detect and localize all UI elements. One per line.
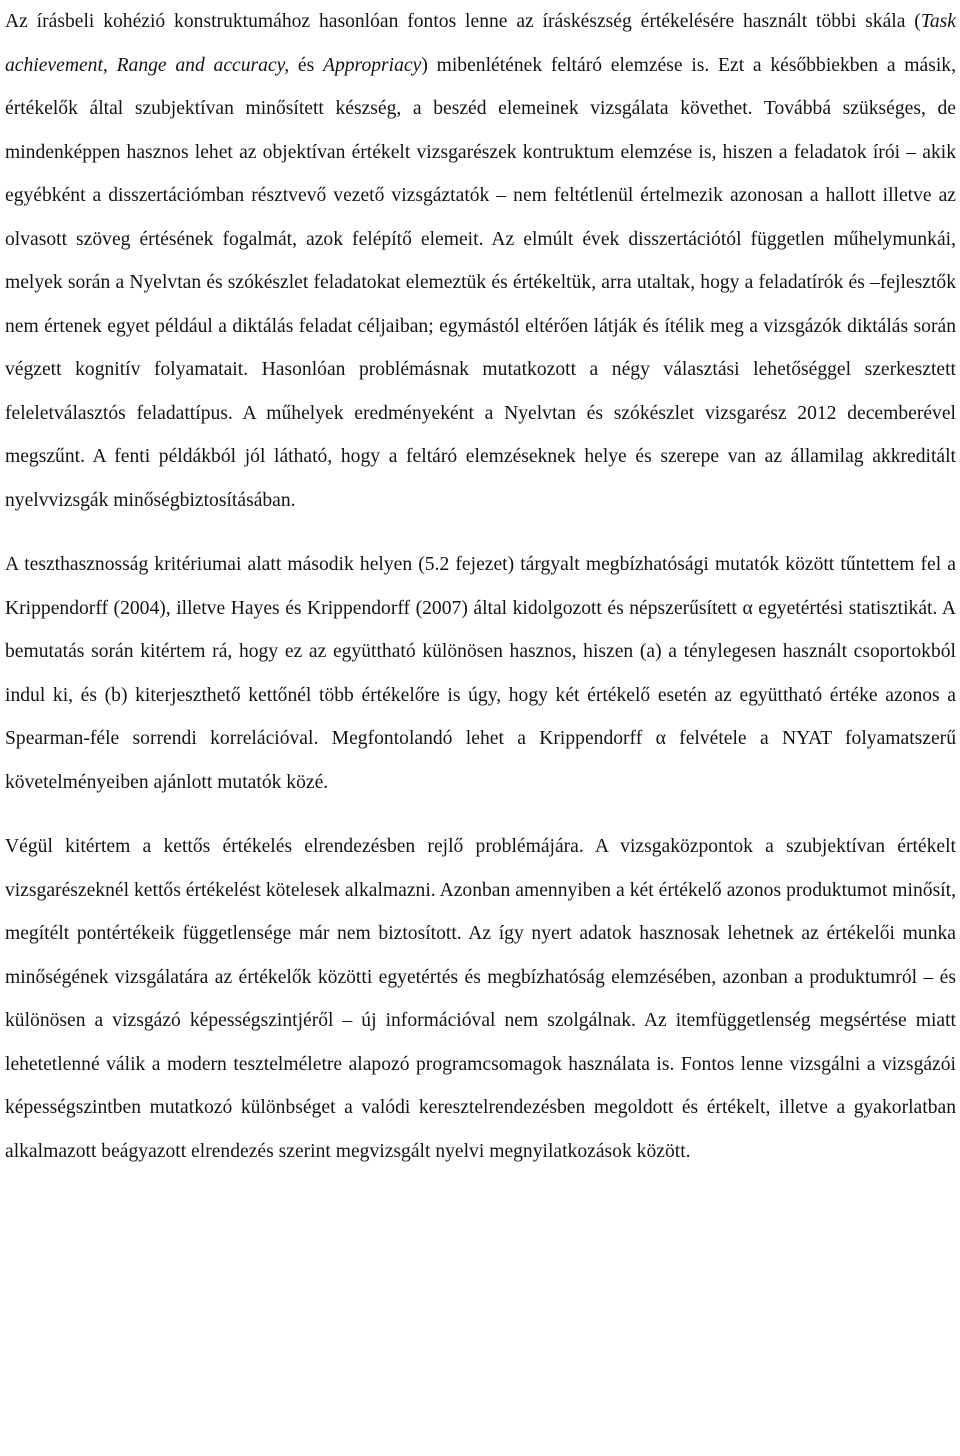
paragraph-1-italic-appropriacy: Appropriacy: [322, 54, 422, 76]
paragraph-1: [5, 0, 956, 522]
document-page: [5, 0, 956, 1173]
paragraph-1-text-continued: ) mibenlétének feltáró elemzése is. Ezt a későbbiekben a másik, értékelők által szubjektívan minősített készség, a beszéd elemeinek vizsgálata követhet. Továbbá szükséges, de mindenképpen hasznos lehet az objektívan értékelt vizsgarészek kontruktum elemzése is, hiszen a feladatok írói – akik egyébként a disszertációmban résztvevő vezető vizsgáztatók – nem feltétlenül értelmezik azonosan a hallott illetve az olvasott szöveg értésének fogalmát, azok felépítő elemeit. Az elmúlt évek disszertációtól független műhelymunkái, melyek során a Nyelvtan és szókészlet feladatokat elemeztük és értékeltük, arra utaltak, hogy a feladatírók és –fejlesztők nem értenek egyet például a diktálás feladat céljaiban; egymástól eltérően látják és ítélik meg a vizsgázók diktálás során végzett kognitív folyamatait. Hasonlóan problémásnak mutatkozott a négy választási lehetőséggel szerkesztett feleletválasztós feladattípus. A műhelyek eredményeként a Nyelvtan és szókészlet vizsgarész 2012 decemberével megszűnt. A fenti példákból jól látható, hogy a feltáró elemzéseknek helye és szerepe van az államilag akkreditált nyelvvizsgák minőségbiztosításában.: [5, 54, 956, 511]
paragraph-1-italic-scales: Task achievement, Range and accuracy,: [5, 11, 956, 76]
paragraph-2: [5, 543, 956, 804]
paragraph-1-conjunction: és: [289, 54, 323, 76]
paragraph-3: [5, 825, 956, 1173]
paragraph-2-text: A teszthasznosság kritériumai alatt második helyen (5.2 fejezet) tárgyalt megbízhatósági mutatók között tűntettem fel a Krippendorff (2004), illetve Hayes és Krippendorff (2007) által kidolgozott és népszerűsített α egyetértési statisztikát. A bemutatás során kitértem rá, hogy ez az együttható különösen hasznos, hiszen (a) a ténylegesen használt csoportokból indul ki, és (b) kiterjeszthető kettőnél több értékelőre is úgy, hogy két értékelő esetén az együttható értéke azonos a Spearman-féle sorrendi korrelációval. Megfontolandó lehet a Krippendorff α felvétele a NYAT folyamatszerű követelményeiben ajánlott mutatók közé.: [5, 554, 956, 793]
paragraph-1-text: Az írásbeli kohézió konstruktumához hasonlóan fontos lenne az íráskészség értékelésére használt többi skála (: [5, 11, 921, 32]
paragraph-3-text: Végül kitértem a kettős értékelés elrendezésben rejlő problémájára. A vizsgaközpontok a szubjektívan értékelt vizsgarészeknél kettős értékelést kötelesek alkalmazni. Azonban amennyiben a két értékelő azonos produktumot minősít, megítélt pontértékeik függetlensége már nem biztosított. Az így nyert adatok hasznosak lehetnek az értékelői munka minőségének vizsgálatára az értékelők közötti egyetértés és megbízhatóság elemzésében, azonban a produktumról – és különösen a vizsgázó képességszintjéről – új információval nem szolgálnak. Az itemfüggetlenség megsértése miatt lehetetlenné válik a modern tesztelméletre alapozó programcsomagok használata is. Fontos lenne vizsgálni a vizsgázói képességszintben mutatkozó különbséget a valódi keresztelrendezésben megoldott és értékelt, illetve a gyakorlatban alkalmazott beágyazott elrendezés szerint megvizsgált nyelvi megnyilatkozások között.: [5, 836, 956, 1162]
